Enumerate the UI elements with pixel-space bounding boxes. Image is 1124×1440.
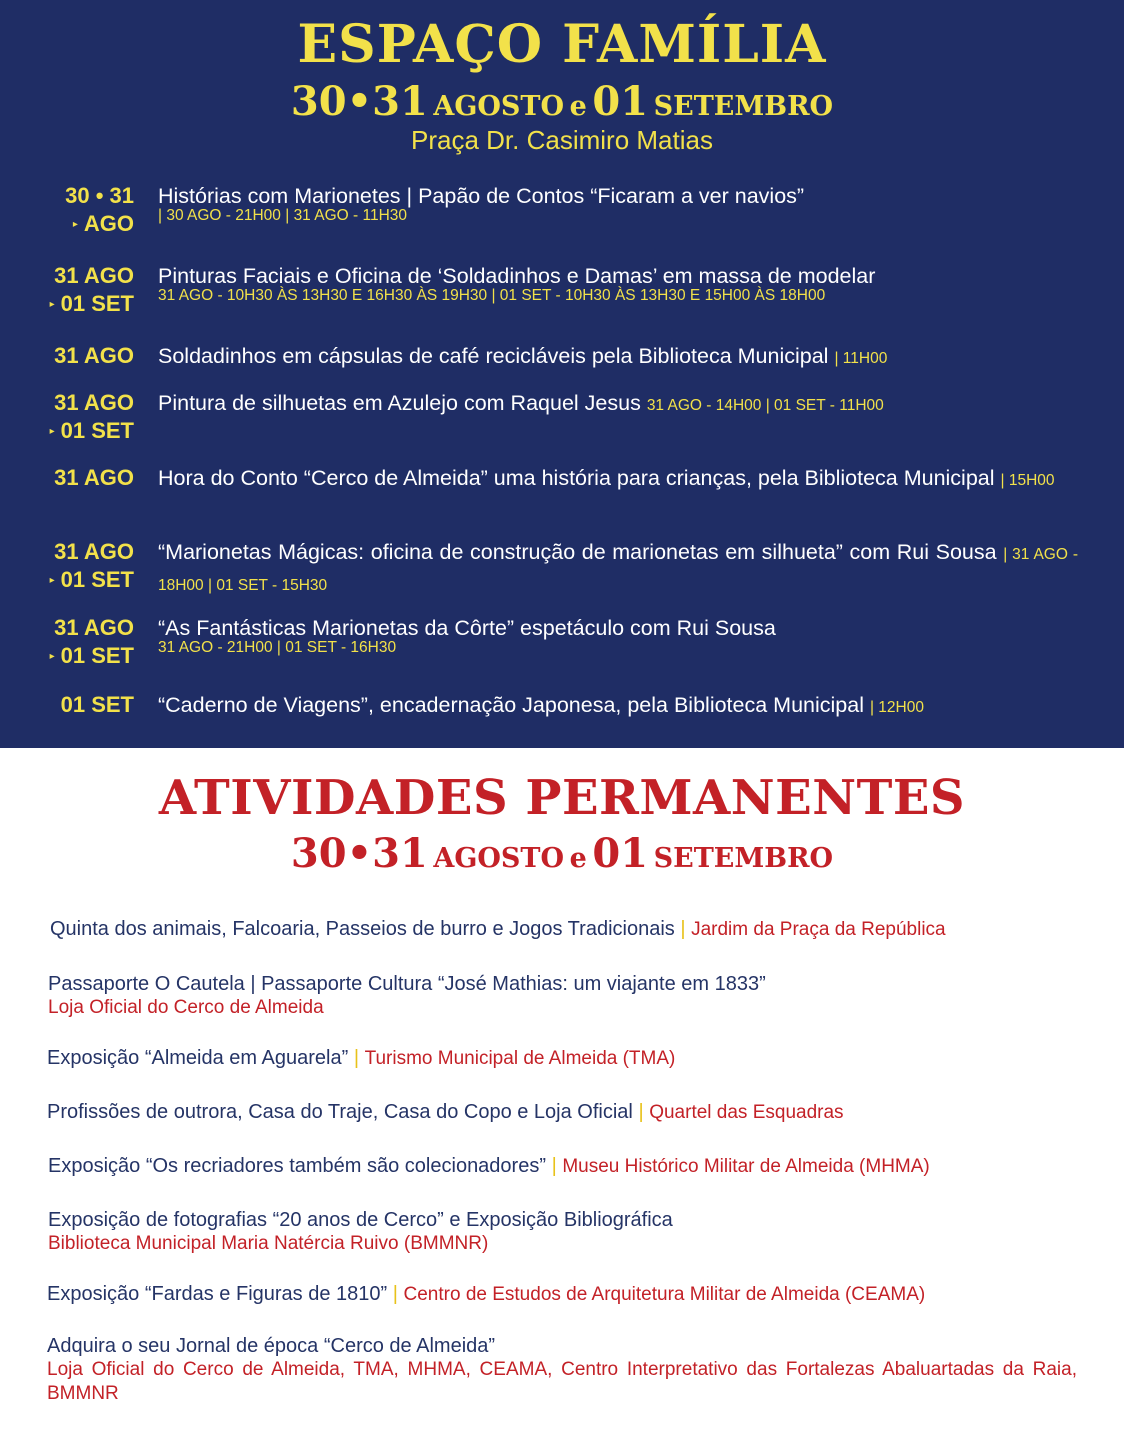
item-date: 31 AGO	[54, 465, 134, 490]
item-text: “As Fantásticas Marionetas da Côrte” espetáculo com Rui Sousa 31 AGO - 21H00 | 01 SET - 16H30	[158, 614, 1078, 657]
item-schedule: | 31 AGO - 18H00 | 01 SET - 15H30	[158, 546, 1078, 594]
item-schedule: 31 AGO - 21H00 | 01 SET - 16H30	[158, 639, 397, 656]
familia-place: Praça Dr. Casimiro Matias	[411, 125, 713, 155]
item-text: Pintura de silhuetas em Azulejo com Raquel Jesus 31 AGO - 14H00 | 01 SET - 11H00	[158, 391, 884, 415]
separator: |	[680, 918, 686, 940]
separator: |	[392, 1283, 398, 1305]
separator: |	[353, 1047, 360, 1069]
item-schedule: 31 AGO - 10H30 ÀS 13H30 E 16H30 ÀS 19H30 | 01 SET - 10H30 ÀS 13H30 E 15H00 ÀS 18H00	[158, 287, 826, 304]
item-date: 30 • 31 ▸ AGO	[65, 183, 134, 236]
item-location: Centro de Estudos de Arquitetura Militar de Almeida (CEAMA)	[403, 1284, 926, 1305]
item-date: 31 AGO	[54, 343, 134, 368]
item-schedule: | 30 AGO - 21H00 | 31 AGO - 11H30	[158, 207, 408, 224]
arrow-icon: ▸	[49, 299, 55, 311]
arrow-icon: ▸	[49, 651, 55, 663]
item-location: Museu Histórico Militar de Almeida (MHMA)	[562, 1156, 930, 1177]
item-location: Loja Oficial do Cerco de Almeida	[48, 997, 324, 1018]
item-location: Jardim da Praça da República	[691, 919, 946, 940]
familia-dates: 30•31 AGOSTO e 01 SETEMBRO	[290, 78, 834, 125]
item-text: Hora do Conto “Cerco de Almeida” uma história para crianças, pela Biblioteca Municipal | 15H00	[158, 466, 1055, 490]
item-date: 31 AGO ▸ 01 SET	[49, 539, 134, 592]
item-location: Loja Oficial do Cerco de Almeida, TMA, MHMA, CEAMA, Centro Interpretativo das Fortalezas Abaluartadas da Raia, BMMNR	[47, 1359, 1077, 1404]
item-date: 01 SET	[60, 692, 134, 717]
item-text: Histórias com Marionetes | Papão de Contos “Ficaram a ver navios” | 30 AGO - 21H00 | 31 AGO - 11H30	[158, 182, 1078, 225]
permanent-item: Adquira o seu Jornal de época “Cerco de Almeida” Loja Oficial do Cerco de Almeida, TMA, MHMA, CEAMA, Centro Interpretativo das Fortalezas Abaluartadas da Raia, BMMNR	[47, 1335, 1077, 1404]
arrow-icon: ▸	[49, 426, 55, 438]
separator: |	[551, 1155, 557, 1177]
item-location: Biblioteca Municipal Maria Natércia Ruivo (BMMNR)	[48, 1233, 489, 1254]
permanent-item: Exposição “Almeida em Aguarela” | Turismo Municipal de Almeida (TMA)	[47, 1047, 676, 1069]
item-schedule: | 15H00	[1000, 472, 1055, 489]
item-location: Quartel das Esquadras	[649, 1102, 844, 1123]
item-text: Pinturas Faciais e Oficina de ‘Soldadinhos e Damas’ em massa de modelar 31 AGO - 10H30 ÀS 13H30 E 16H30 ÀS 19H30 | 01 SET - 10H30 ÀS 13H30 E 15H00 ÀS 18H00	[158, 262, 1078, 305]
item-location: Turismo Municipal de Almeida (TMA)	[364, 1048, 676, 1069]
item-text: Soldadinhos em cápsulas de café recicláveis pela Biblioteca Municipal | 11H00	[158, 344, 888, 368]
permanentes-title: ATIVIDADES PERMANENTES	[158, 770, 966, 826]
arrow-icon: ▸	[49, 575, 55, 587]
arrow-icon: ▸	[72, 219, 78, 231]
permanent-item: Quinta dos animais, Falcoaria, Passeios de burro e Jogos Tradicionais | Jardim da Praça da República	[50, 918, 946, 940]
permanentes-dates: 30•31 AGOSTO e 01 SETEMBRO	[290, 830, 834, 877]
permanent-item: Exposição de fotografias “20 anos de Cerco” e Exposição Bibliográfica Biblioteca Municipal Maria Natércia Ruivo (BMMNR)	[48, 1208, 1108, 1256]
item-text: “Caderno de Viagens”, encadernação Japonesa, pela Biblioteca Municipal | 12H00	[158, 693, 924, 717]
item-date: 31 AGO ▸ 01 SET	[49, 263, 134, 316]
item-date: 31 AGO ▸ 01 SET	[49, 615, 134, 668]
item-schedule: | 11H00	[834, 350, 888, 367]
separator: |	[638, 1101, 644, 1123]
item-text: “Marionetas Mágicas: oficina de construção de marionetas em silhueta” com Rui Sousa | 31 AGO - 18H00 | 01 SET - 15H30	[158, 540, 1078, 594]
permanent-item: Exposição “Fardas e Figuras de 1810” | Centro de Estudos de Arquitetura Militar de Almeida (CEAMA)	[47, 1283, 926, 1305]
familia-title: ESPAÇO FAMÍLIA	[297, 14, 827, 75]
permanent-item: Passaporte O Cautela | Passaporte Cultura “José Mathias: um viajante em 1833” Loja Oficial do Cerco de Almeida	[48, 972, 1108, 1020]
permanent-item: Profissões de outrora, Casa do Traje, Casa do Copo e Loja Oficial | Quartel das Esquadras	[47, 1101, 844, 1123]
permanent-item: Exposição “Os recriadores também são colecionadores” | Museu Histórico Militar de Almeida (MHMA)	[48, 1155, 930, 1177]
item-schedule: | 12H00	[869, 699, 924, 716]
item-date: 31 AGO ▸ 01 SET	[49, 390, 134, 443]
item-schedule: 31 AGO - 14H00 | 01 SET - 11H00	[646, 397, 884, 414]
